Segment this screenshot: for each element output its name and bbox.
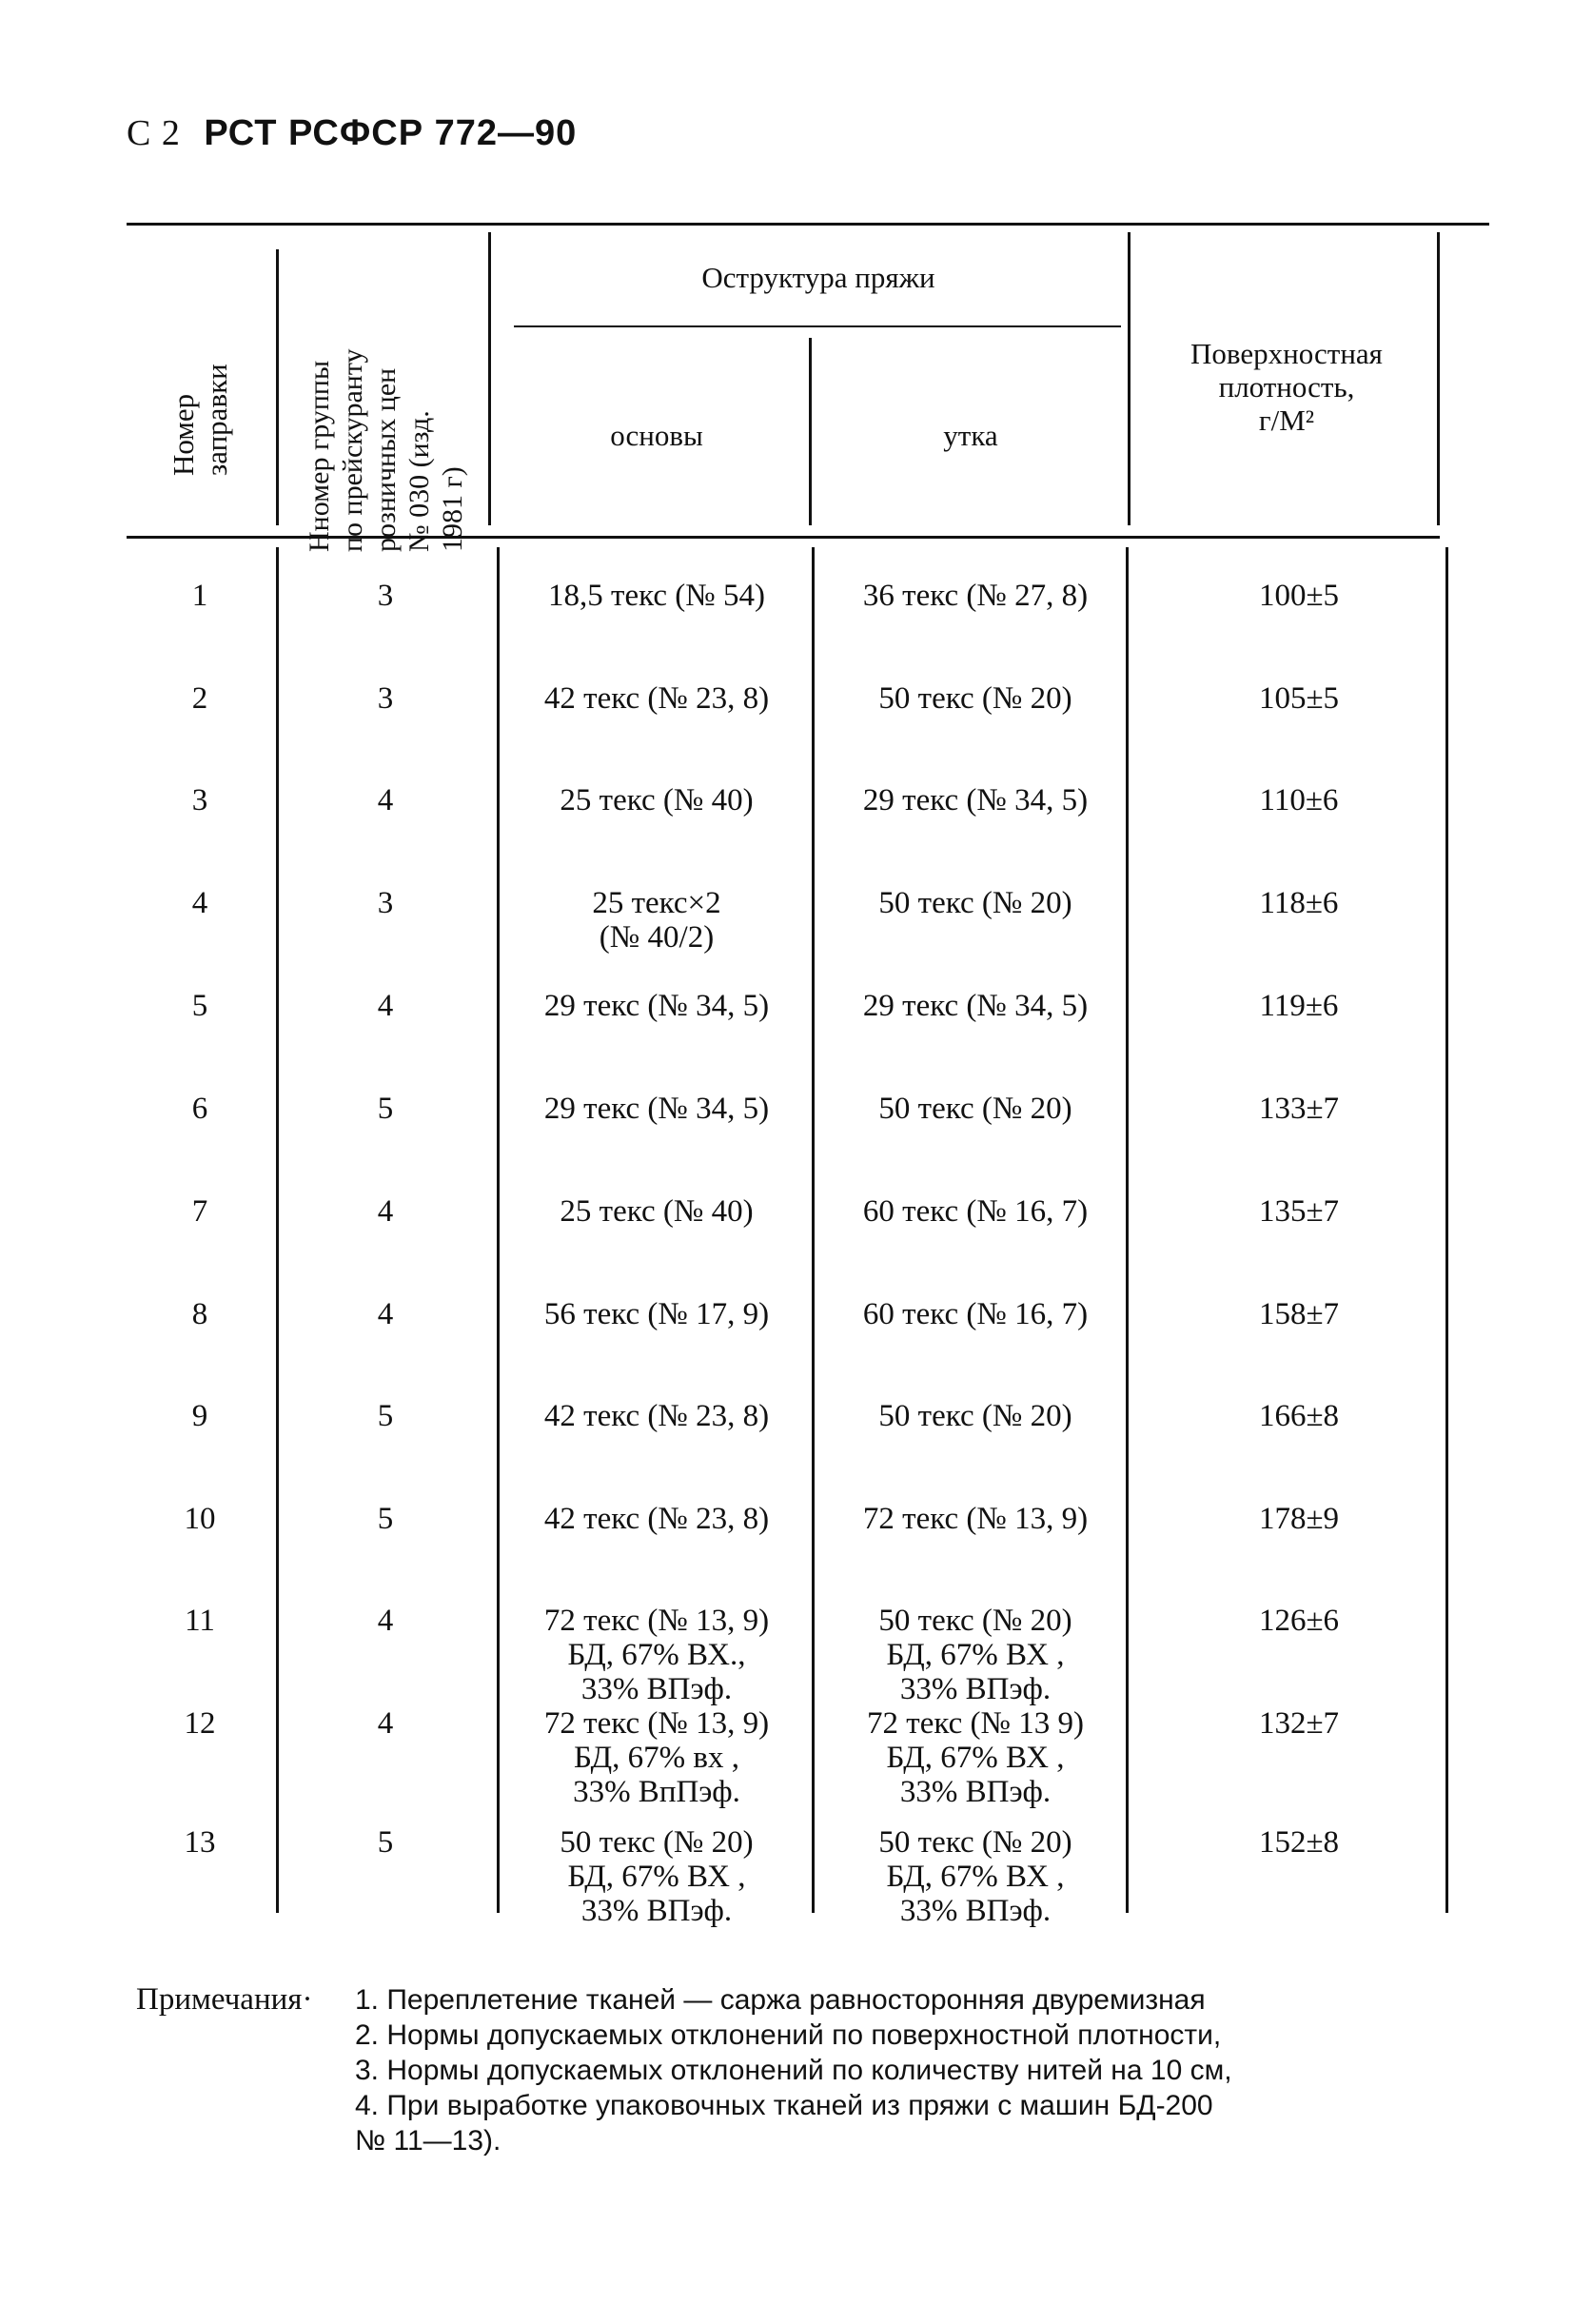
note-item: 3. Нормы допускаемых отклонений по количеству нитей на 10 см,	[355, 2055, 1232, 2086]
row-weft: 29 текс (№ 34, 5)	[862, 989, 1089, 1023]
row-number: 8	[191, 1297, 208, 1331]
row-group: 5	[377, 1399, 394, 1433]
row-number: 13	[184, 1825, 216, 1860]
table-top-rule	[127, 223, 1489, 226]
row-group: 3	[377, 886, 394, 920]
row-weft: 50 текс (№ 20) БД, 67% ВХ , 33% ВПэф.	[878, 1604, 1072, 1706]
row-number: 7	[191, 1194, 208, 1229]
row-group: 4	[377, 1194, 394, 1229]
header-structure: Оструктура пряжи	[701, 261, 935, 294]
note-item: 1. Переплетение тканей — саржа равносторонняя двуремизная	[355, 1984, 1206, 2016]
note-item: 2. Нормы допускаемых отклонений по поверхностной плотности,	[355, 2019, 1222, 2051]
row-warp: 56 текс (№ 17, 9)	[543, 1297, 770, 1331]
row-density: 166±8	[1258, 1399, 1340, 1433]
row-density: 158±7	[1258, 1297, 1340, 1331]
row-warp: 50 текс (№ 20) БД, 67% ВХ , 33% ВПэф.	[560, 1825, 754, 1928]
row-weft: 60 текс (№ 16, 7)	[862, 1194, 1089, 1229]
row-weft: 50 текс (№ 20) БД, 67% ВХ , 33% ВПэф.	[878, 1825, 1072, 1928]
header-group: Нномер группы по прейскуранту розничных цен № 030 (изд. 1981 г)	[304, 348, 468, 552]
row-weft: 50 текс (№ 20)	[878, 1399, 1072, 1433]
row-density: 100±5	[1258, 579, 1340, 613]
row-number: 3	[191, 783, 208, 817]
header-number: Номер заправки	[167, 364, 233, 476]
row-weft: 60 текс (№ 16, 7)	[862, 1297, 1089, 1331]
row-density: 152±8	[1258, 1825, 1340, 1860]
row-group: 3	[377, 681, 394, 716]
page-number: С 2	[127, 113, 181, 153]
row-number: 6	[191, 1092, 208, 1126]
row-warp: 29 текс (№ 34, 5)	[543, 989, 770, 1023]
row-density: 132±7	[1258, 1706, 1340, 1741]
row-weft: 36 текс (№ 27, 8)	[862, 579, 1089, 613]
standard-code: РСТ РСФСР 772—90	[204, 113, 578, 153]
row-weft: 72 текс (№ 13 9) БД, 67% ВХ , 33% ВПэф.	[867, 1706, 1084, 1809]
row-weft: 72 текс (№ 13, 9)	[862, 1502, 1089, 1536]
row-number: 4	[191, 886, 208, 920]
row-group: 4	[377, 989, 394, 1023]
row-warp: 42 текс (№ 23, 8)	[543, 1399, 770, 1433]
row-group: 4	[377, 1297, 394, 1331]
row-warp: 72 текс (№ 13, 9) БД, 67% вх , 33% ВпПэф.	[543, 1706, 770, 1809]
row-density: 126±6	[1258, 1604, 1340, 1638]
row-warp: 42 текс (№ 23, 8)	[543, 1502, 770, 1536]
header-density: Поверхностная плотность, г/М²	[1190, 337, 1383, 437]
header-weft: утка	[943, 419, 998, 452]
row-group: 5	[377, 1825, 394, 1860]
row-weft: 50 текс (№ 20)	[878, 886, 1072, 920]
row-group: 4	[377, 1604, 394, 1638]
row-number: 1	[191, 579, 208, 613]
row-density: 105±5	[1258, 681, 1340, 716]
col-divider-1-head	[276, 249, 279, 525]
row-group: 4	[377, 1706, 394, 1741]
row-number: 5	[191, 989, 208, 1023]
row-number: 12	[184, 1706, 216, 1741]
row-group: 5	[377, 1092, 394, 1126]
row-number: 10	[184, 1502, 216, 1536]
col-divider-2-head	[488, 232, 491, 525]
row-warp: 25 текс×2 (№ 40/2)	[592, 886, 721, 955]
row-density: 118±6	[1259, 886, 1339, 920]
row-weft: 29 текс (№ 34, 5)	[862, 783, 1089, 817]
structure-divider-rule	[514, 325, 1121, 327]
row-group: 3	[377, 579, 394, 613]
note-item: № 11—13).	[355, 2125, 501, 2157]
row-number: 11	[185, 1604, 215, 1638]
row-density: 119±6	[1259, 989, 1339, 1023]
header-warp: основы	[610, 419, 703, 452]
page-header	[127, 112, 577, 154]
row-weft: 50 текс (№ 20)	[878, 1092, 1072, 1126]
row-warp: 72 текс (№ 13, 9) БД, 67% ВХ., 33% ВПэф.	[543, 1604, 770, 1706]
row-number: 2	[191, 681, 208, 716]
notes-label: Примечания·	[136, 1982, 313, 2017]
note-item: 4. При выработке упаковочных тканей из пряжи с машин БД-200	[355, 2090, 1213, 2121]
notes-list	[355, 1982, 1573, 2158]
row-group: 4	[377, 783, 394, 817]
row-number: 9	[191, 1399, 208, 1433]
row-density: 135±7	[1258, 1194, 1340, 1229]
row-warp: 42 текс (№ 23, 8)	[543, 681, 770, 716]
col-divider-4-head	[1128, 232, 1131, 525]
row-warp: 25 текс (№ 40)	[560, 1194, 754, 1229]
row-density: 178±9	[1258, 1502, 1340, 1536]
col-divider-1-body	[276, 547, 279, 1913]
row-weft: 50 текс (№ 20)	[878, 681, 1072, 716]
row-density: 110±6	[1259, 783, 1339, 817]
row-warp: 29 текс (№ 34, 5)	[543, 1092, 770, 1126]
row-warp: 25 текс (№ 40)	[560, 783, 754, 817]
row-warp: 18,5 текс (№ 54)	[548, 579, 765, 613]
row-density: 133±7	[1258, 1092, 1340, 1126]
col-divider-3-head	[809, 338, 812, 525]
row-group: 5	[377, 1502, 394, 1536]
